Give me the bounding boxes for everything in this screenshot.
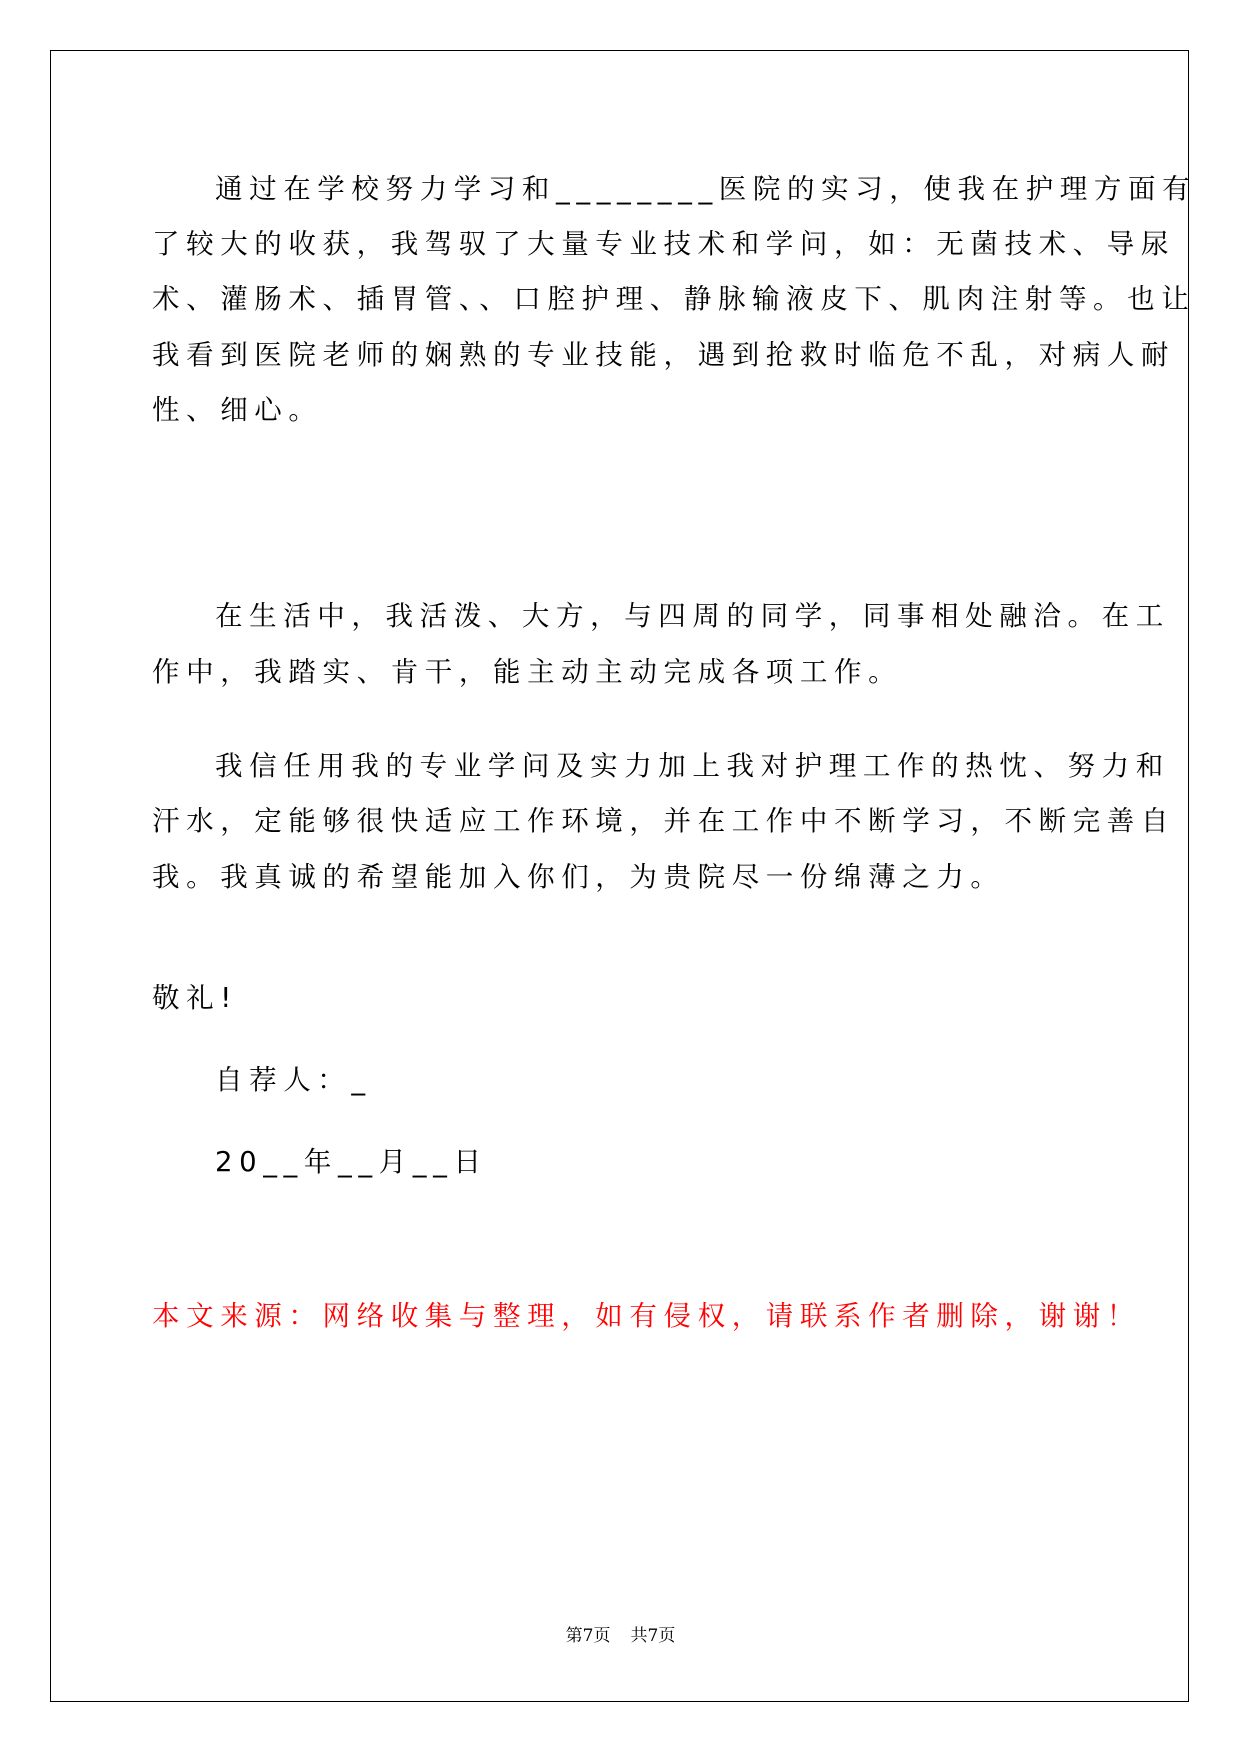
paragraph-1-line-2: 了较大的收获，我驾驭了大量专业技术和学问，如：无菌技术、导尿 bbox=[152, 228, 1175, 260]
paragraph-1-line-4: 我看到医院老师的娴熟的专业技能，遇到抢救时临危不乱，对病人耐 bbox=[152, 339, 1175, 371]
paragraph-1-line-1: 通过在学校努力学习和________医院的实习，使我在护理方面有 bbox=[215, 173, 1197, 205]
paragraph-1-line-5: 性、细心。 bbox=[152, 394, 323, 426]
paragraph-3-line-2: 汗水，定能够很快适应工作环境，并在工作中不断学习，不断完善自 bbox=[152, 805, 1175, 837]
closing-salutation: 敬礼! bbox=[152, 982, 238, 1014]
paragraph-2-line-2: 作中，我踏实、肯干，能主动主动完成各项工作。 bbox=[152, 656, 903, 688]
page-number: 第7页 bbox=[565, 1626, 611, 1646]
paragraph-1-line-3: 术、灌肠术、插胃管、、口腔护理、静脉输液皮下、肌肉注射等。也让 bbox=[152, 283, 1196, 315]
paragraph-2-line-1: 在生活中，我活泼、大方，与四周的同学，同事相处融洽。在工 bbox=[215, 600, 1170, 632]
page-footer bbox=[0, 1625, 1241, 1647]
signer-line: 自荐人：_ bbox=[215, 1064, 372, 1096]
paragraph-3-line-1: 我信任用我的专业学问及实力加上我对护理工作的热忱、努力和 bbox=[215, 750, 1170, 782]
paragraph-3-line-3: 我。我真诚的希望能加入你们，为贵院尽一份绵薄之力。 bbox=[152, 861, 1005, 893]
page-total: 共7页 bbox=[630, 1626, 676, 1646]
source-disclaimer: 本文来源：网络收集与整理，如有侵权，请联系作者删除，谢谢！ bbox=[152, 1300, 1141, 1332]
date-line: 20__年__月__日 bbox=[215, 1146, 488, 1178]
